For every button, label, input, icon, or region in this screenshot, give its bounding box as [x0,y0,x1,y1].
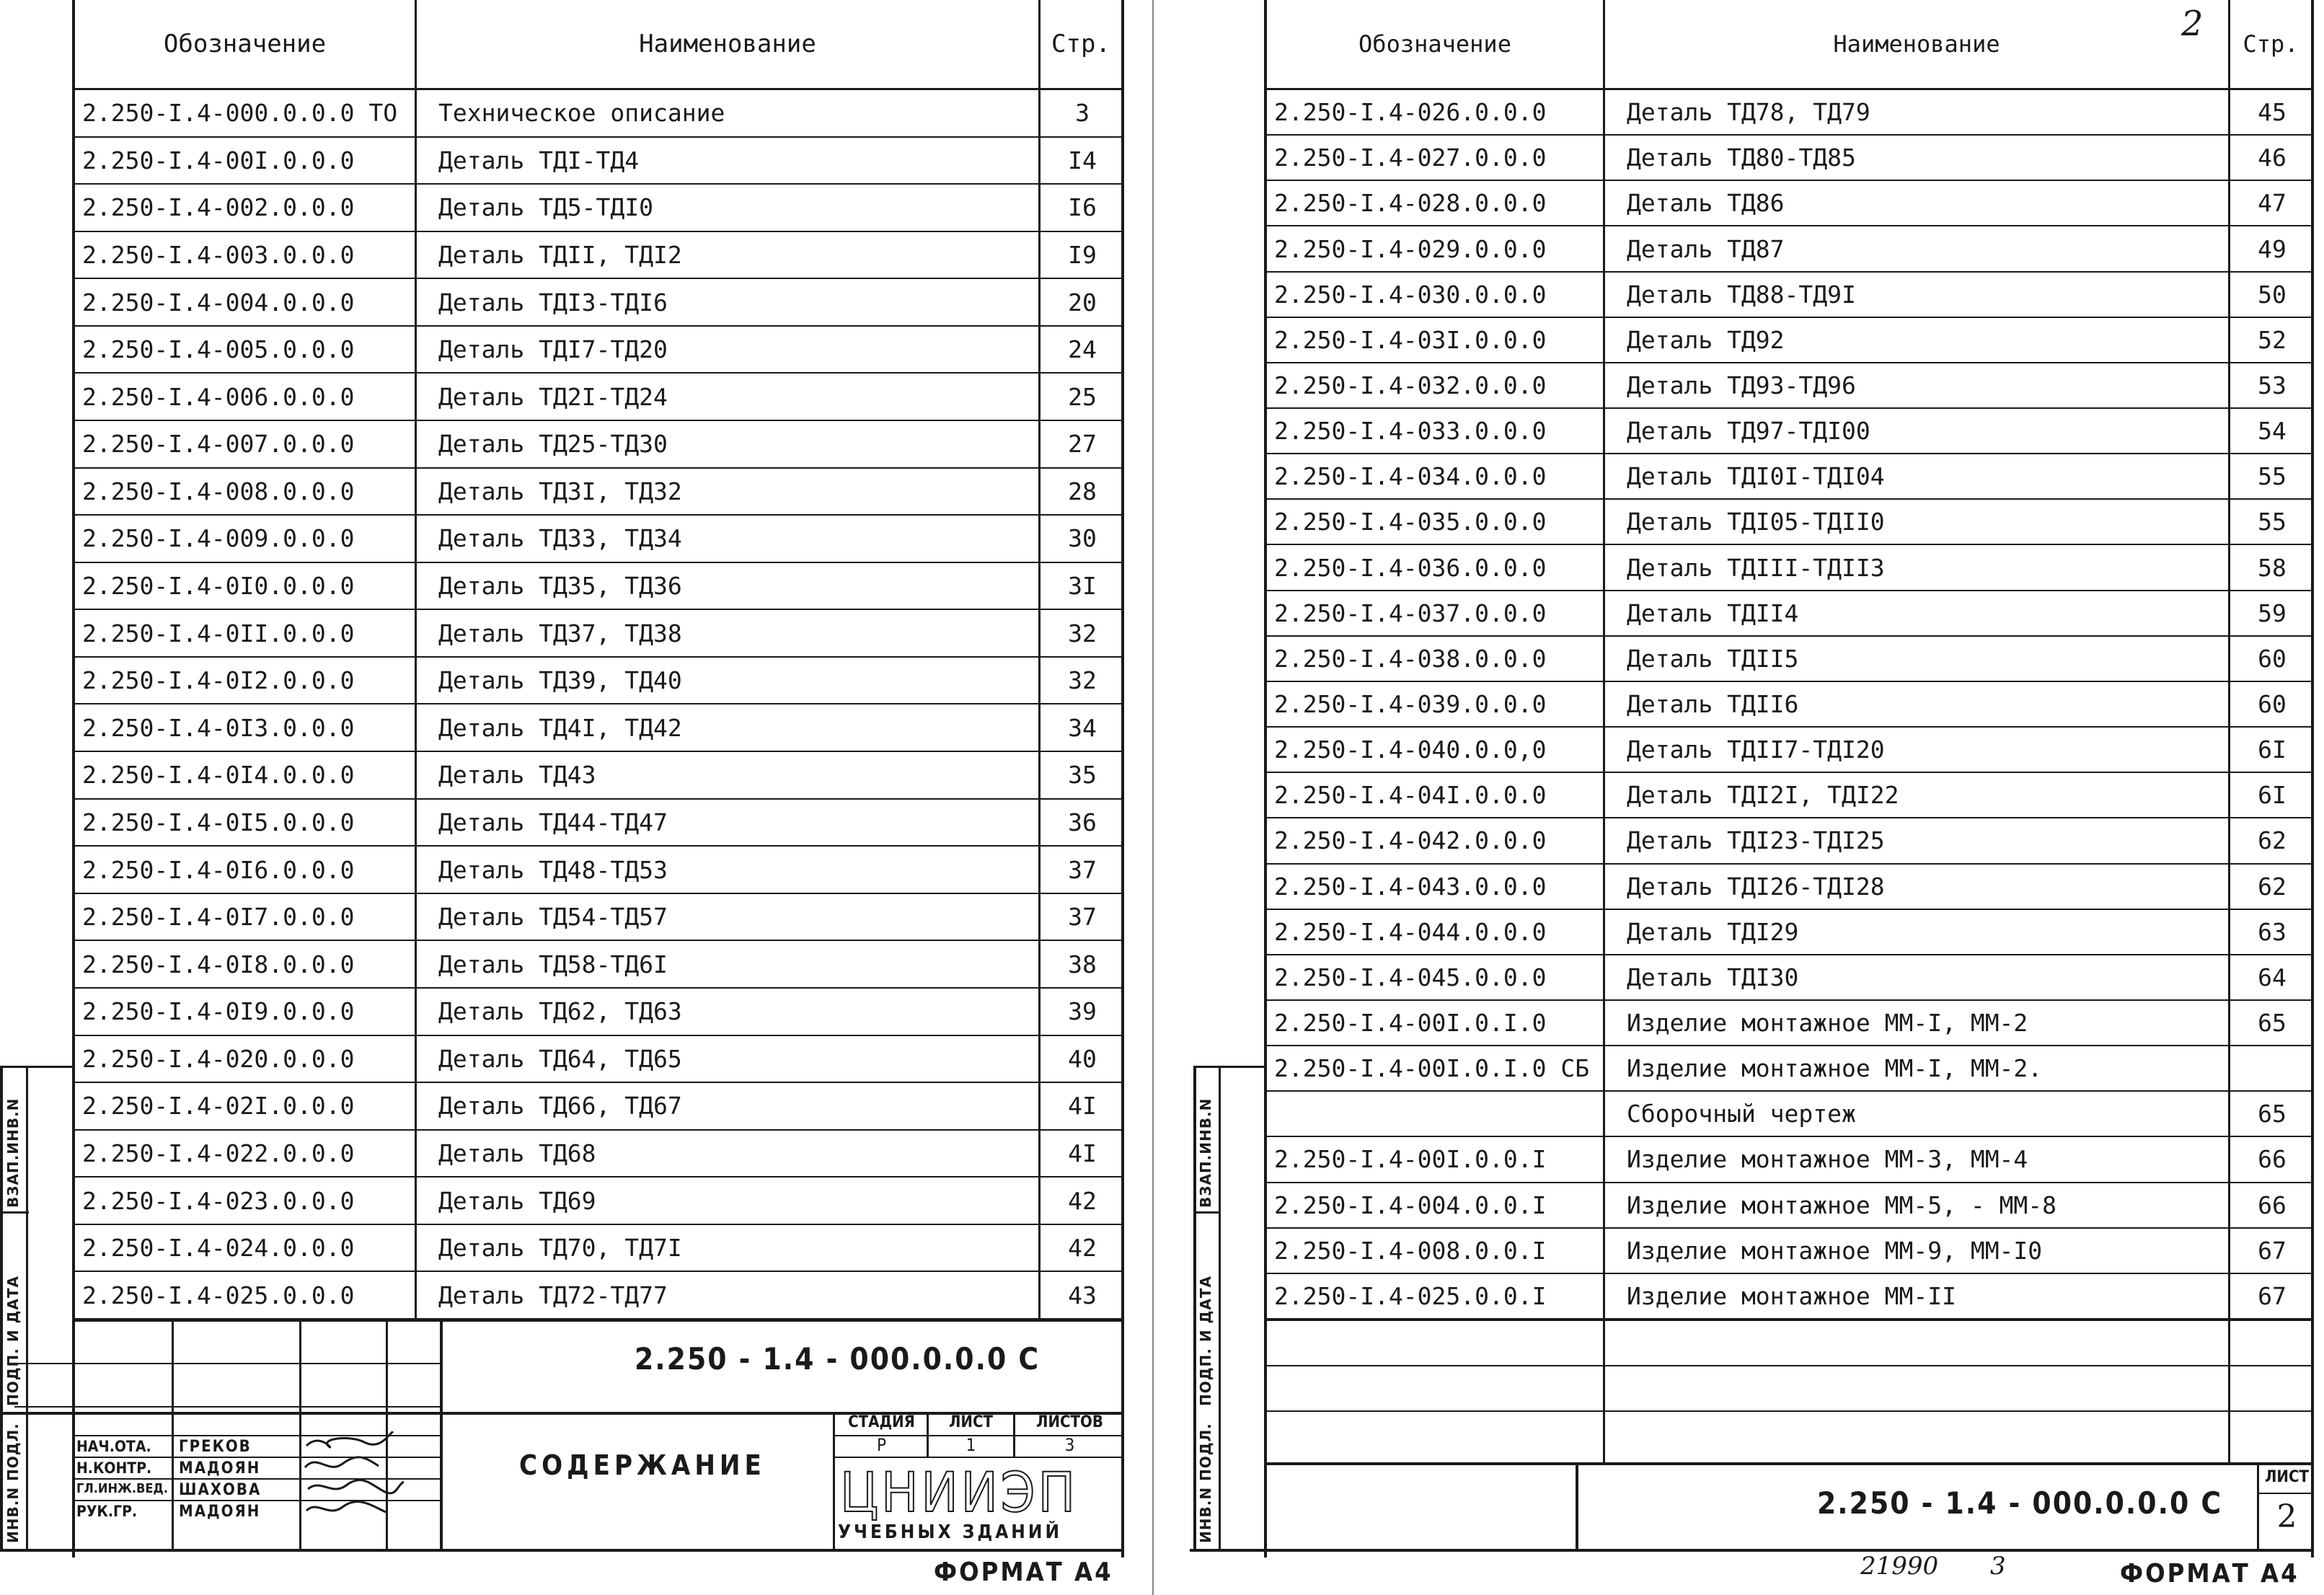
page-cell [2230,1046,2314,1090]
table-row [72,279,1124,327]
name-cell: Деталь ТДI7-ТД20 [438,335,668,364]
sheets-value: 3 [1064,1435,1075,1455]
code-cell: 2.250-I.4-034.0.0.0 [1274,462,1547,491]
name-cell: Деталь ТДI26-ТДI28 [1627,872,1885,901]
name-cell: Деталь ТД43 [438,761,596,790]
table-row [1264,818,2314,864]
sheet-label: ЛИСТ [948,1413,994,1431]
name-cell: Деталь ТД66, ТД67 [438,1092,682,1121]
code-cell: 2.250-I.4-003.0.0.0 [82,241,355,269]
contents-sheet-1 [0,0,1146,1595]
page-cell: 42 [1068,1234,1097,1263]
code-cell: 2.250-I.4-0I5.0.0.0 [82,808,355,836]
name-cell: Деталь ТДI2I, ТДI22 [1627,781,1899,810]
page-cell: 65 [2258,1100,2287,1128]
page-cell: 39 [1068,997,1097,1026]
table-row [1264,728,2314,773]
table-row [1264,454,2314,500]
code-cell: 2.250-I.4-004.0.0.0 [82,288,355,317]
page-cell: 34 [1068,713,1097,742]
code-cell: 2.250-I.4-036.0.0.0 [1274,553,1547,582]
page-cell: 46 [2258,143,2287,172]
code-cell: 2.250-I.4-025.0.0.I [1274,1281,1547,1310]
name-cell: Деталь ТДI05-ТДII0 [1627,508,1885,536]
side-label: ИНВ.N ПОДЛ. [1197,1423,1214,1543]
page-cell: 32 [1068,666,1097,695]
name-cell: Деталь ТД68 [438,1139,596,1167]
table-row [72,894,1124,942]
name-cell: Деталь ТДI23-ТДI25 [1627,826,1885,855]
code-cell: 2.250-I.4-00I.0.0.0 [82,146,355,174]
name-cell: Сборочный чертеж [1627,1100,1856,1128]
organization-name: ЦНИИЭП [840,1460,1079,1524]
page-cell: 40 [1068,1044,1097,1073]
table-row [1264,1092,2314,1137]
code-cell: 2.250-I.4-044.0.0.0 [1274,917,1547,946]
table-row [1264,1274,2314,1320]
signer-name: МАДОЯН [179,1503,261,1521]
side-label: ИНВ.N ПОДЛ. [4,1423,22,1543]
code-cell: 2.250-I.4-026.0.0.0 [1274,98,1547,127]
name-cell: Деталь ТД97-ТДI00 [1627,417,1870,446]
name-cell: Изделие монтажное ММ-5, - ММ-8 [1627,1190,2057,1219]
name-cell: Деталь ТДII6 [1627,689,1799,718]
name-cell: Деталь ТДII, ТДI2 [438,241,682,269]
page-cell: 4I [1068,1139,1097,1167]
name-cell: Деталь ТД78, ТД79 [1627,98,1870,127]
page-cell: 27 [1068,430,1097,459]
code-cell: 2.250-I.4-025.0.0.0 [82,1281,355,1309]
page-cell: 35 [1068,761,1097,790]
sheet-gap-line [1152,0,1154,1595]
page-cell: 66 [2258,1190,2287,1219]
page-cell: 66 [2258,1145,2287,1174]
name-cell: Изделие монтажное ММ-9, ММ-I0 [1627,1236,2043,1265]
name-cell: Деталь ТД33, ТД34 [438,524,682,553]
code-cell: 2.250-I.4-022.0.0.0 [82,1139,355,1167]
table-row [72,232,1124,280]
name-cell: Деталь ТДI0I-ТДI04 [1627,462,1885,491]
table-row [72,989,1124,1036]
page-cell: 42 [1068,1186,1097,1215]
name-cell: Деталь ТД86 [1627,189,1785,218]
name-cell: Деталь ТД44-ТД47 [438,808,668,836]
table-row [1264,363,2314,409]
table-row [1264,637,2314,682]
code-cell: 2.250-I.4-00I.0.I.0 СБ [1274,1054,1590,1083]
signer-role: НАЧ.ОТА. [76,1438,151,1455]
page-cell: 47 [2258,189,2287,218]
side-label: ПОДП. И ДАТА [1197,1276,1214,1406]
code-cell: 2.250-I.4-006.0.0.0 [82,382,355,411]
side-label: ВЗАП.ИНВ.N [4,1097,22,1208]
code-cell: 2.250-I.4-027.0.0.0 [1274,143,1547,172]
name-cell: Деталь ТДI3-ТДI6 [438,288,668,317]
table-row [1264,1183,2314,1229]
code-cell: 2.250-I.4-005.0.0.0 [82,335,355,364]
page-cell: 3 [1075,99,1090,128]
page-cell: 52 [2258,325,2287,354]
page-cell: 4I [1068,1092,1097,1121]
side-label: ВЗАП.ИНВ.N [1197,1097,1214,1208]
name-cell: Деталь ТД88-ТД9I [1627,280,1856,309]
code-cell: 2.250-I.4-0I8.0.0.0 [82,950,355,978]
table-row [1264,1001,2314,1046]
name-cell: Деталь ТД87 [1627,234,1785,263]
table-row [72,1225,1124,1273]
name-cell: Деталь ТД54-ТД57 [438,903,668,932]
table-row [1264,90,2314,136]
sheet-value: 1 [966,1435,976,1455]
page-cell: 63 [2258,917,2287,946]
code-cell: 2.250-I.4-040.0.0,0 [1274,735,1547,764]
table-row [1264,500,2314,545]
side-label: ПОДП. И ДАТА [4,1276,22,1406]
page-cell: 58 [2258,553,2287,582]
page-cell: 55 [2258,462,2287,491]
name-cell: Деталь ТД35, ТД36 [438,572,682,601]
page-cell: 20 [1068,288,1097,317]
contents-table-left [72,90,1124,1320]
table-row [1264,273,2314,318]
contents-table-right [1264,90,2314,1320]
code-cell: 2.250-I.4-035.0.0.0 [1274,508,1547,536]
document-title: СОДЕРЖАНИЕ [519,1449,766,1481]
name-cell: Деталь ТД58-ТД6I [438,950,668,978]
page-cell: 53 [2258,371,2287,399]
code-cell: 2.250-I.4-000.0.0.0 ТО [82,99,398,128]
code-cell: 2.250-I.4-007.0.0.0 [82,430,355,459]
table-row [1264,910,2314,955]
name-cell: Деталь ТД93-ТД96 [1627,371,1856,399]
name-cell: Деталь ТДI29 [1627,917,1799,946]
code-cell: 2.250-I.4-0I0.0.0.0 [82,572,355,601]
name-cell: Деталь ТД4I, ТД42 [438,713,682,742]
name-cell: Изделие монтажное ММ-I, ММ-2. [1627,1054,2043,1083]
code-cell: 2.250-I.4-028.0.0.0 [1274,189,1547,218]
table-row [1264,409,2314,454]
page-cell: 67 [2258,1281,2287,1310]
table-row [72,469,1124,516]
page-cell: 55 [2258,508,2287,536]
name-cell: Изделие монтажное ММ-3, ММ-4 [1627,1145,2028,1174]
code-cell: 2.250-I.4-0I2.0.0.0 [82,666,355,695]
page-cell: 37 [1068,903,1097,932]
code-cell: 2.250-I.4-0I9.0.0.0 [82,997,355,1026]
code-cell: 2.250-I.4-020.0.0.0 [82,1044,355,1073]
table-row [72,1131,1124,1178]
sheets-label: ЛИСТОВ [1036,1413,1103,1431]
code-cell: 2.250-I.4-009.0.0.0 [82,524,355,553]
code-cell: 2.250-I.4-00I.0.I.0 [1274,1009,1547,1038]
table-row [1264,1137,2314,1183]
name-cell: Деталь ТДII5 [1627,644,1799,673]
table-row [1264,226,2314,272]
table-row [72,941,1124,989]
table-row [72,185,1124,232]
code-cell: 2.250-I.4-04I.0.0.0 [1274,781,1547,810]
header-code: Обозначение [1358,30,1511,58]
page-cell: 30 [1068,524,1097,553]
page-cell: 49 [2258,234,2287,263]
sheet-value: 2 [2276,1498,2297,1535]
signer-role: ГЛ.ИНЖ.ВЕД. [76,1481,168,1496]
table-row [1264,682,2314,728]
name-cell: Изделие монтажное ММ-I, ММ-2 [1627,1009,2028,1038]
signer-name: ШАХОВА [179,1481,262,1499]
table-row [1264,955,2314,1001]
table-row [1264,545,2314,591]
page-cell: 64 [2258,963,2287,991]
table-row [1264,865,2314,910]
table-row [72,90,1124,138]
name-cell: Деталь ТД25-ТД30 [438,430,668,459]
table-row [72,847,1124,894]
code-cell: 2.250-I.4-0I4.0.0.0 [82,761,355,790]
name-cell: Деталь ТД62, ТД63 [438,997,682,1026]
name-cell: Деталь ТД72-ТД77 [438,1281,668,1309]
table-row [1264,318,2314,363]
sheet-label: ЛИСТ [2264,1468,2310,1486]
code-cell: 2.250-I.4-039.0.0.0 [1274,689,1547,718]
table-row [72,516,1124,563]
table-row [72,1178,1124,1225]
code-cell: 2.250-I.4-0I3.0.0.0 [82,713,355,742]
code-cell: 2.250-I.4-024.0.0.0 [82,1234,355,1263]
name-cell: Деталь ТД5-ТДI0 [438,193,654,222]
table-row [72,752,1124,800]
table-row [72,327,1124,374]
page-cell: I4 [1068,146,1097,174]
code-cell: 2.250-I.4-02I.0.0.0 [82,1092,355,1121]
table-row [1264,591,2314,637]
page-cell: 60 [2258,644,2287,673]
name-cell: Деталь ТДI30 [1627,963,1799,991]
name-cell: Деталь ТД64, ТД65 [438,1044,682,1073]
name-cell: Деталь ТД3I, ТД32 [438,477,682,505]
code-cell: 2.250-I.4-008.0.0.I [1274,1236,1547,1265]
signer-name: МАДОЯН [179,1459,261,1477]
page-cell: 36 [1068,808,1097,836]
archive-number: 21990 [1860,1552,1939,1581]
page-cell: I9 [1068,241,1097,269]
table-row [72,658,1124,705]
page-cell: 59 [2258,598,2287,627]
page-cell: 54 [2258,417,2287,446]
name-cell: Изделие монтажное ММ-II [1627,1281,1956,1310]
code-cell: 2.250-I.4-038.0.0.0 [1274,644,1547,673]
name-cell: Деталь ТД92 [1627,325,1785,354]
signer-role: РУК.ГР. [76,1503,138,1520]
name-cell: Техническое описание [438,99,725,128]
code-cell: 2.250-I.4-043.0.0.0 [1274,872,1547,901]
code-cell: 2.250-I.4-045.0.0.0 [1274,963,1547,991]
header-page: Стр. [2243,30,2299,58]
table-row [72,800,1124,847]
format-label: ФОРМАТ А4 [2120,1559,2299,1589]
page-cell: 43 [1068,1281,1097,1309]
table-row [72,138,1124,185]
table-row [72,374,1124,421]
table-row [1264,1046,2314,1092]
page-cell: 50 [2258,280,2287,309]
code-cell: 2.250-I.4-008.0.0.0 [82,477,355,505]
table-row [72,563,1124,611]
name-cell: Деталь ТД37, ТД38 [438,619,682,648]
page-cell: 65 [2258,1009,2287,1038]
name-cell: Деталь ТД39, ТД40 [438,666,682,695]
handwritten-sheet-mark: 2 [2181,4,2204,44]
header-name: Наименование [639,30,816,58]
name-cell: Деталь ТД69 [438,1186,596,1215]
name-cell: Деталь ТДI-ТД4 [438,146,640,174]
stage-label: СТАДИЯ [848,1413,915,1431]
page-cell: 32 [1068,619,1097,648]
table-row [72,421,1124,469]
signer-name: ГРЕКОВ [179,1438,252,1456]
table-row [1264,136,2314,181]
page-cell: 25 [1068,382,1097,411]
page-cell: 62 [2258,872,2287,901]
page-cell: 37 [1068,855,1097,884]
page-cell: 45 [2258,98,2287,127]
table-row [1264,1229,2314,1274]
code-cell: 2.250-I.4-033.0.0.0 [1274,417,1547,446]
document-code: 2.250 - 1.4 - 000.0.0.0 С [635,1341,1041,1377]
code-cell: 2.250-I.4-0II.0.0.0 [82,619,355,648]
name-cell: Деталь ТД80-ТД85 [1627,143,1856,172]
name-cell: Деталь ТД48-ТД53 [438,855,668,884]
table-row [72,1036,1124,1084]
code-cell: 2.250-I.4-023.0.0.0 [82,1186,355,1215]
table-row [72,1083,1124,1131]
archive-page: 3 [1990,1552,2006,1581]
page-cell: 24 [1068,335,1097,364]
code-cell: 2.250-I.4-030.0.0.0 [1274,280,1547,309]
signer-role: Н.КОНТР. [76,1459,152,1477]
name-cell: Деталь ТД2I-ТД24 [438,382,668,411]
header-page: Стр. [1051,30,1110,58]
page-cell: 62 [2258,826,2287,855]
name-cell: Деталь ТД70, ТД7I [438,1234,682,1263]
header-name: Наименование [1833,30,2000,58]
code-cell [1264,1092,1613,1136]
organization-subtitle: УЧЕБНЫХ ЗДАНИЙ [838,1521,1063,1543]
document-code: 2.250 - 1.4 - 000.0.0.0 С [1817,1485,2223,1521]
page-cell: 6I [2258,781,2287,810]
table-row [1264,773,2314,818]
name-cell: Деталь ТДIII-ТДII3 [1627,553,1885,582]
code-cell: 2.250-I.4-002.0.0.0 [82,193,355,222]
page-cell: 28 [1068,477,1097,505]
page-cell: I6 [1068,193,1097,222]
name-cell: Деталь ТДII4 [1627,598,1799,627]
name-cell: Деталь ТДII7-ТДI20 [1627,735,1885,764]
page-cell: 38 [1068,950,1097,978]
page-cell: 67 [2258,1236,2287,1265]
format-label: ФОРМАТ А4 [934,1558,1113,1587]
code-cell: 2.250-I.4-00I.0.0.I [1274,1145,1547,1174]
signature-scribbles [299,1431,407,1525]
contents-sheet-2 [1190,0,2324,1595]
header-code: Обозначение [163,30,327,58]
stage-value: Р [876,1435,887,1455]
page-cell: 3I [1068,572,1097,601]
code-cell: 2.250-I.4-03I.0.0.0 [1274,325,1547,354]
code-cell: 2.250-I.4-004.0.0.I [1274,1190,1547,1219]
code-cell: 2.250-I.4-032.0.0.0 [1274,371,1547,399]
table-row [1264,181,2314,226]
code-cell: 2.250-I.4-042.0.0.0 [1274,826,1547,855]
code-cell: 2.250-I.4-037.0.0.0 [1274,598,1547,627]
code-cell: 2.250-I.4-029.0.0.0 [1274,234,1547,263]
table-row [72,610,1124,658]
code-cell: 2.250-I.4-0I6.0.0.0 [82,855,355,884]
code-cell: 2.250-I.4-0I7.0.0.0 [82,903,355,932]
page-cell: 6I [2258,735,2287,764]
table-row [72,705,1124,753]
table-row [72,1272,1124,1320]
page-cell: 60 [2258,689,2287,718]
